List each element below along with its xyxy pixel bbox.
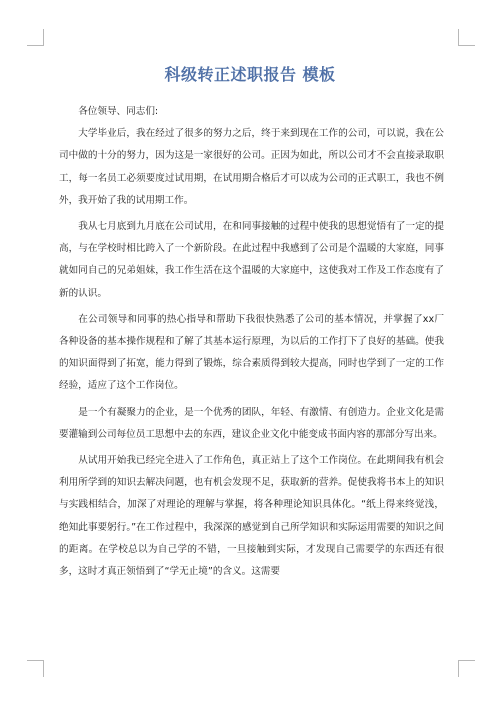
crop-mark-bottom-left [27, 660, 44, 677]
document-body [59, 101, 444, 587]
paragraph-1: 大学毕业后，我在经过了很多的努力之后，终于来到现在工作的公司，可以说，我在公司中做的十分的努力，因为这是一家很好的公司。正因为如此，所以公司才不会直接录取职工，每一名员工必须要度过试用期，在试用期合格后才可以成为公司的正式职工，我也不例外，我开始了我的试用期工作。 [59, 128, 444, 206]
paragraph-2: 我从七月底到九月底在公司试用，在和同事接触的过程中使我的思想觉悟有了一定的提高，与在学校时相比跨入了一个新阶段。在此过程中我感到了公司是个温暖的大家庭，同事就如同自己的兄弟姐妹，我工作生活在这个温暖的大家庭中，这使我对工作及工作态度有了新的认识。 [59, 221, 444, 299]
paragraph-4: 是一个有凝聚力的企业，是一个优秀的团队，年轻、有激情、有创造力。企业文化是需要灌输到公司每位员工思想中去的东西，建议企业文化中能变成书面内容的那部分写出来。 [59, 406, 444, 440]
document-title: 科级转正述职报告 模板 [164, 65, 336, 84]
crop-mark-top-left [27, 29, 44, 46]
paragraph-3: 在公司领导和同事的热心指导和帮助下我很快熟悉了公司的基本情况，并掌握了xx厂各种设备的基本操作规程和了解了其基本运行原理，为以后的工作打下了良好的基础。使我的知识面得到了拓宽，能力得到了锻炼，综合素质得到较大提高，同时也学到了一定的工作经验，适应了这个工作岗位。 [59, 313, 444, 392]
paragraph-5: 从试用开始我已经完全进入了工作角色，真正站上了这个工作岗位。在此期间我有机会利用所学到的知识去解决问题，也有机会发现不足，获取新的营养。促使我将书本上的知识与实践相结合，加深了对理论的理解与掌握，将各种理论知识具体化。“纸上得来终觉浅，绝知此事要躬行。”在工作过程中，我深深的感觉到自己所学知识和实际运用需要的知识之间的距离。在学校总以为自己学的不错，一旦接触到实际，才发现自己需要学的东西还有很多，这时才真正领悟到了“学无止境”的含义。这需要 [59, 455, 444, 578]
salutation: 各位领导、同志们: [78, 106, 159, 117]
crop-mark-top-right [458, 29, 475, 46]
crop-mark-bottom-right [458, 660, 475, 677]
